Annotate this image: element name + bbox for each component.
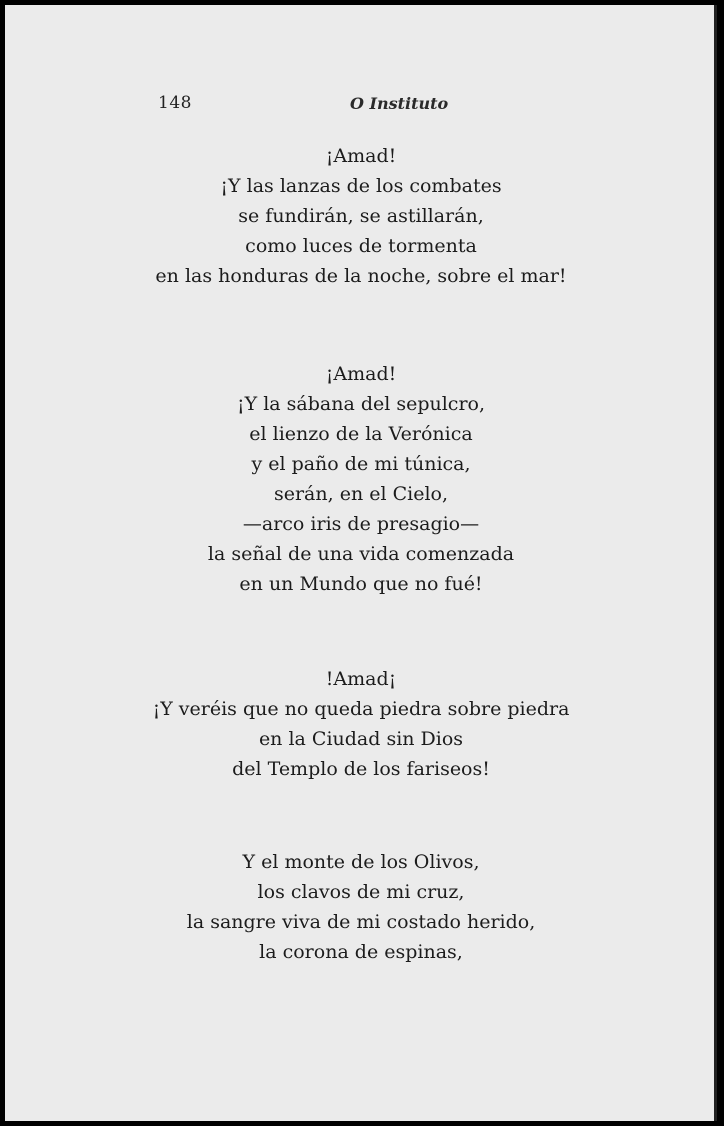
running-title: O Instituto: [350, 94, 449, 113]
page-header: [5, 93, 714, 117]
verse-line: en las honduras de la noche, sobre el mar!: [155, 265, 567, 287]
verse-line: el lienzo de la Verónica: [249, 423, 473, 445]
verse-line: ¡Y la sábana del sepulcro,: [236, 393, 486, 415]
verse-line: Y el monte de los Olivos,: [242, 851, 480, 873]
verse-line: ¡Y las lanzas de los combates: [220, 175, 502, 197]
verse-line: como luces de tormenta: [245, 235, 477, 257]
verse-line: ¡Y veréis que no queda piedra sobre piedra: [152, 698, 570, 720]
verse-line: serán, en el Cielo,: [273, 483, 448, 505]
verse-line: la sangre viva de mi costado herido,: [186, 911, 536, 933]
verse-line: y el paño de mi túnica,: [251, 453, 471, 475]
verse-line: del Templo de los fariseos!: [232, 758, 490, 780]
page-number: 148: [158, 93, 192, 113]
verse-line: en un Mundo que no fué!: [239, 573, 483, 595]
verse-line: se fundirán, se astillarán,: [238, 205, 484, 227]
verse-line: ¡Amad!: [325, 363, 397, 385]
verse-line: ¡Amad!: [325, 145, 397, 167]
verse-line: los clavos de mi cruz,: [257, 881, 465, 903]
book-page: [5, 5, 717, 1121]
verse-line: !Amad¡: [325, 668, 397, 690]
verse-line: la corona de espinas,: [259, 941, 463, 963]
verse-line: en la Ciudad sin Dios: [258, 728, 464, 750]
verse-line: —arco iris de presagio—: [242, 513, 480, 535]
verse-line: la señal de una vida comenzada: [207, 543, 515, 565]
